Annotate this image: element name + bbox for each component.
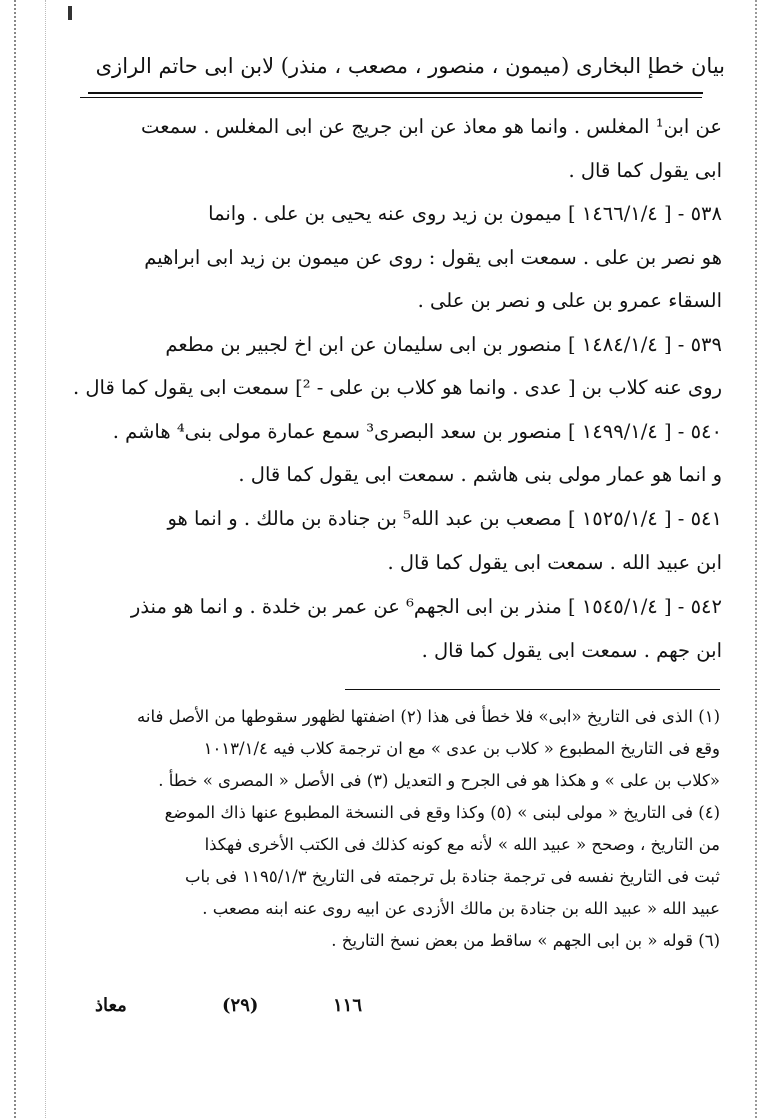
entry-538: ٥٣٨ - [ ١٤٦٦/١/٤ ] ميمون بن زيد روى عنه يحيى بن على . وانما bbox=[208, 202, 722, 225]
header-rule-thin bbox=[80, 97, 702, 98]
body-line: روى عنه كلاب بن [ عدى . وانما هو كلاب بن على - ²] سمعت ابى يقول كما قال . bbox=[72, 376, 722, 399]
scan-edge-left-inner bbox=[45, 0, 47, 1118]
footnote-line: ثبت فى التاريخ نفسه فى ترجمة جنادة بل ترجمته فى التاريخ ١١٩٥/١/٣ فى باب bbox=[185, 867, 720, 886]
catchword: معاذ bbox=[95, 995, 127, 1016]
entry-542: ٥٤٢ - [ ١٥٤٥/١/٤ ] منذر بن ابى الجهم⁶ عن عمر بن خلدة . و انما هو منذر bbox=[130, 595, 722, 618]
corner-mark bbox=[68, 6, 72, 20]
body-line: هو نصر بن على . سمعت ابى يقول : روى عن ميمون بن زيد ابى ابراهيم bbox=[144, 246, 722, 269]
footnote-line: وقع فى التاريخ المطبوع « كلاب بن عدى » مع ان ترجمة كلاب فيه ١٠١٣/١/٤ bbox=[203, 739, 720, 758]
footnote-line: من التاريخ ، وصحح « عبيد الله » لأنه مع كونه كذلك فى الكتب الأخرى فهكذا bbox=[204, 835, 720, 854]
footnote-line: «كلاب بن على » و هكذا هو فى الجرح و التعديل (٣) فى الأصل « المصرى » خطأ . bbox=[158, 771, 720, 790]
entry-541: ٥٤١ - [ ١٥٢٥/١/٤ ] مصعب بن عبد الله⁵ بن جنادة بن مالك . و انما هو bbox=[167, 507, 722, 530]
scan-edge-right bbox=[755, 0, 758, 1118]
body-line: ابن جهم . سمعت ابى يقول كما قال . bbox=[421, 639, 722, 662]
body-line: ابى يقول كما قال . bbox=[568, 159, 722, 182]
footnote-line: (٦) قوله « بن ابى الجهم » ساقط من بعض نسخ التاريخ . bbox=[331, 931, 720, 950]
entry-539: ٥٣٩ - [ ١٤٨٤/١/٤ ] منصور بن ابى سليمان عن ابن اخ لجبير بن مطعم bbox=[165, 333, 722, 356]
page-number: ١١٦ bbox=[333, 995, 363, 1016]
section-number: (٢٩) bbox=[222, 995, 259, 1016]
scan-edge-left bbox=[14, 0, 17, 1118]
body-line: عن ابن¹ المغلس . وانما هو معاذ عن ابن جريج عن ابى المغلس . سمعت bbox=[141, 115, 722, 138]
footnote-rule bbox=[345, 689, 720, 690]
footnote-line: عبيد الله « عبيد الله بن جنادة بن مالك الأزدى عن ابيه روى عنه ابنه مصعب . bbox=[202, 899, 720, 918]
body-line: ابن عبيد الله . سمعت ابى يقول كما قال . bbox=[387, 551, 722, 574]
footnote-line: (١) الذى فى التاريخ «ابى» فلا خطأ فى هذا (٢) اضفتها لظهور سقوطها من الأصل فانه bbox=[137, 707, 720, 726]
entry-540: ٥٤٠ - [ ١٤٩٩/١/٤ ] منصور بن سعد البصرى³ سمع عمارة مولى بنى⁴ هاشم . bbox=[112, 420, 722, 443]
header-rule-thick bbox=[88, 92, 703, 94]
body-line: و انما هو عمار مولى بنى هاشم . سمعت ابى يقول كما قال . bbox=[238, 463, 722, 486]
footnote-line: (٤) فى التاريخ « مولى لبنى » (٥) وكذا وقع فى النسخة المطبوع عنها ذاك الموضع bbox=[164, 803, 720, 822]
running-header: بيان خطإ البخارى (ميمون ، منصور ، مصعب ، منذر) لابن ابى حاتم الرازى bbox=[95, 54, 725, 78]
body-line: السقاء عمرو بن على و نصر بن على . bbox=[417, 289, 722, 312]
